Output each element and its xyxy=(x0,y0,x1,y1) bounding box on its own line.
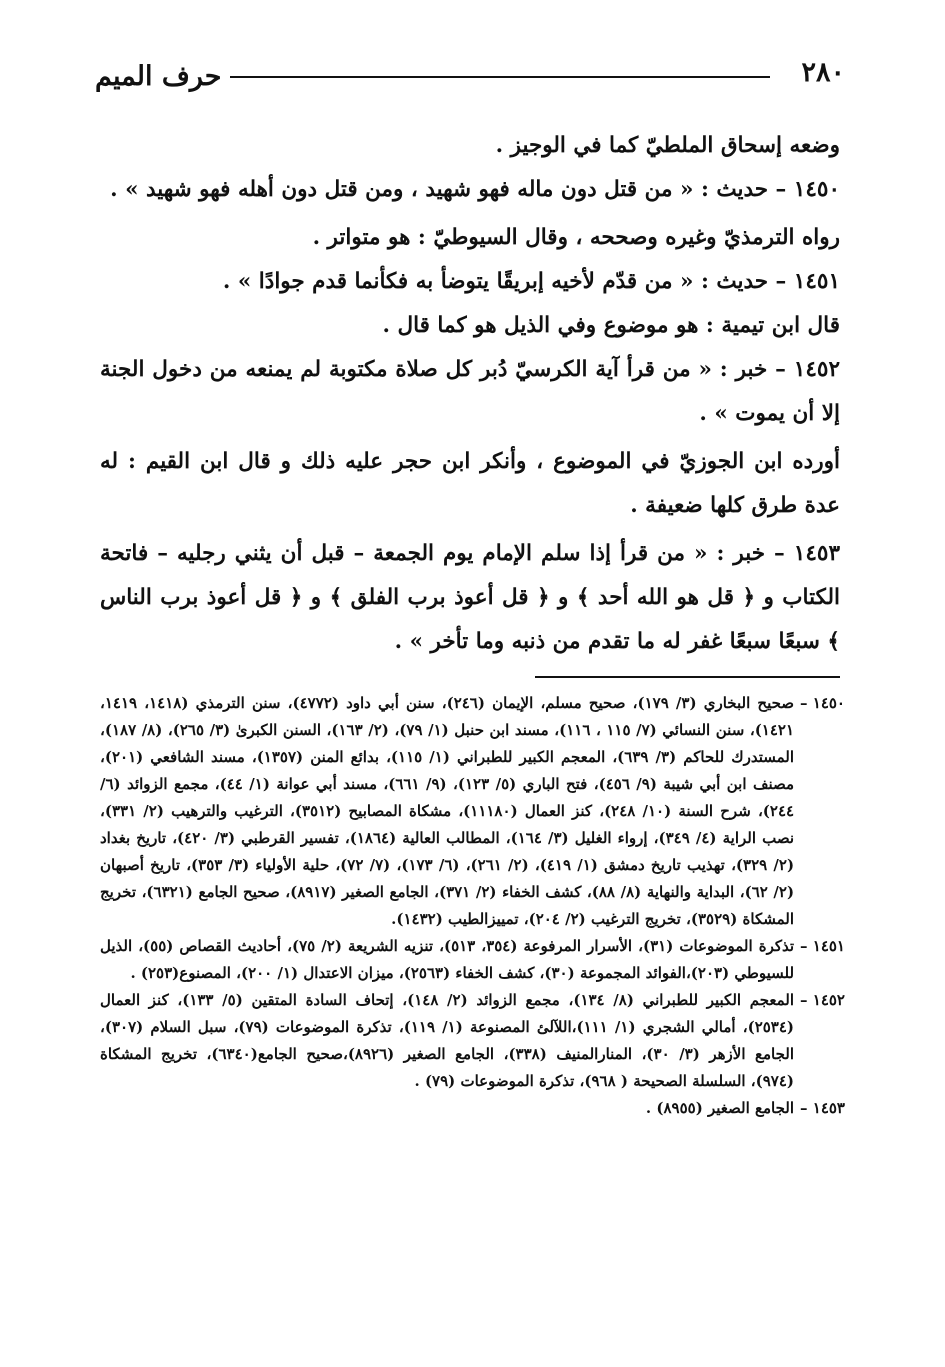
footnote-1451 xyxy=(100,933,845,987)
footnote-number: ١٤٥٢ – xyxy=(800,991,845,1009)
paragraph: أورده ابن الجوزيّ في الموضوع ، وأنكر ابن حجر عليه ذلك و قال ابن القيم : له عدة طرق كلها ضعيفة . xyxy=(100,449,840,518)
footnote-1452 xyxy=(100,987,845,1095)
footnote-text: صحيح البخاري (٣/ ١٧٩)، صحيح مسلم، الإيمان (٢٤٦)، سنن أبي داود (٤٧٧٢)، سنن الترمذي (١٤١٨، ١٤١٩، ١٤٢١)، سنن النسائي (٧/ ١١٥ ، ١١٦)، مسند ابن حنبل (١/ ٧٩)، (٢/ ١٦٣)، السنن الكبرىٰ (٣/ ٢٦٥)، (٨/ ١٨٧)، المستدرك للحاكم (٣/ ٦٣٩)، المعجم الكبير للطبراني (١/ ١١٥)، بدائع المنن (١٣٥٧)، مسند الشافعي (٢٠١)، مصنف ابن أبي شيبة (٩/ ٤٥٦)، فتح الباري (٥/ ١٢٣)، (٩/ ٦٦١)، مسند أبي عوانة (١/ ٤٤)، مجمع الزوائد (٦/ ٢٤٤)، شرح السنة (١٠/ ٢٤٨)، كنز العمال (١١١٨٠)، مشكاة المصابيح (٣٥١٢)، الترغيب والترهيب (٢/ ٣٣١)، نصب الراية (٤/ ٣٤٩)، إرواء الغليل (٣/ ١٦٤)، المطالب العالية (١٨٦٤)، تفسير القرطبي (٣/ ٤٢٠)، تاريخ بغداد (٢/ ٣٢٩)، تهذيب تاريخ دمشق (١/ ٤١٩)، (٢/ ٢٦١)، (٦/ ١٧٣)، (٧/ ٧٢)، حلية الأولياء (٣/ ٣٥٣)، تاريخ أصبهان (٢/ ٦٢)، البداية والنهاية (٨/ ٨٨)، كشف الخفاء (٢/ ٣٧١)، الجامع الصغير (٨٩١٧)، صحيح الجامع (٦٣٢١)، تخريج المشكاة (٣٥٢٩)، تخريج الترغيب (٢/ ٢٠٤)، تمييزالطيب (١٤٣٢). xyxy=(100,694,795,928)
hadith-entry-1452: ١٤٥٢ – خبر : « من قرأ آية الكرسيّ دُبر كل صلاة مكتوبة لم يمنعه من دخول الجنة إلا أن يموت » . xyxy=(100,357,840,426)
paragraph: رواه الترمذيّ وغيره وصححه ، وقال السيوطيّ : هو متواتر . xyxy=(312,225,840,250)
header-rule xyxy=(230,76,770,78)
footnote-number: ١٤٥٣ – xyxy=(800,1099,845,1117)
footnote-number: ١٤٥٠ – xyxy=(800,694,845,712)
footnote-1450 xyxy=(100,690,845,933)
footnote-text: الجامع الصغير (٨٩٥٥) . xyxy=(645,1099,795,1117)
footnote-text: تذكرة الموضوعات (٣١)، الأسرار المرفوعة (٣٥٤، ٥١٣)، تنزيه الشريعة (٢/ ٧٥)، أحاديث القصاص (٥٥)، الذيل للسيوطي (٢٠٣)،الفوائد المجموعة (٣٠)، كشف الخفاء (٢٥٦٣)، ميزان الاعتدال (١/ ٢٠٠)، المصنوع(٢٥٣) . xyxy=(100,937,795,982)
hadith-entry-1453: ١٤٥٣ – خبر : « من قرأ إذا سلم الإمام يوم الجمعة – قبل أن يثني رجليه – فاتحة الكتاب و ﴿ قل هو الله أحد ﴾ و ﴿ قل أعوذ برب الفلق ﴾ و ﴿ قل أعوذ برب الناس ﴾ سبعًا سبعًا غفر له ما تقدم من ذنبه وما تأخر » . xyxy=(100,541,840,654)
footnotes xyxy=(100,690,845,1122)
footnote-number: ١٤٥١ – xyxy=(800,937,845,955)
main-text xyxy=(100,124,840,664)
page-number: ٢٨٠ xyxy=(801,57,845,88)
footnote-1453 xyxy=(100,1095,845,1122)
paragraph: قال ابن تيمية : هو موضوع وفي الذيل هو كما قال . xyxy=(382,313,840,338)
footnote-separator xyxy=(535,676,840,678)
hadith-entry-1451: ١٤٥١ – حديث : « من قدّم لأخيه إبريقًا يتوضأ به فكأنما قدم جوادًا » . xyxy=(222,269,840,294)
paragraph: وضعه إسحاق الملطيّ كما في الوجيز . xyxy=(495,133,840,158)
running-title: حرف الميم xyxy=(95,61,222,92)
page-header xyxy=(95,58,845,102)
hadith-entry-1450: ١٤٥٠ – حديث : « من قتل دون ماله فهو شهيد ، ومن قتل دون أهله فهو شهيد » . xyxy=(110,177,840,202)
footnote-text: المعجم الكبير للطبراني (٨/ ١٣٤)، مجمع الزوائد (٢/ ١٤٨)، إتحاف السادة المتقين (٥/ ١٣٣)، كنز العمال (٢٥٣٤)، أمالي الشجري (١/ ١١١)،اللآلئ المصنوعة (١/ ١١٩)، تذكرة الموضوعات (٧٩)، سبل السلام (٣٠٧)، الجامع الأزهر (٣/ ٣٠)، المنارالمنيف (٣٣٨)، الجامع الصغير (٨٩٢٦)،صحيح الجامع(٦٣٤٠)، تخريج المشكاة (٩٧٤)، السلسلة الصحيحة ( ٩٦٨)، تذكرة الموضوعات (٧٩) . xyxy=(100,991,795,1090)
